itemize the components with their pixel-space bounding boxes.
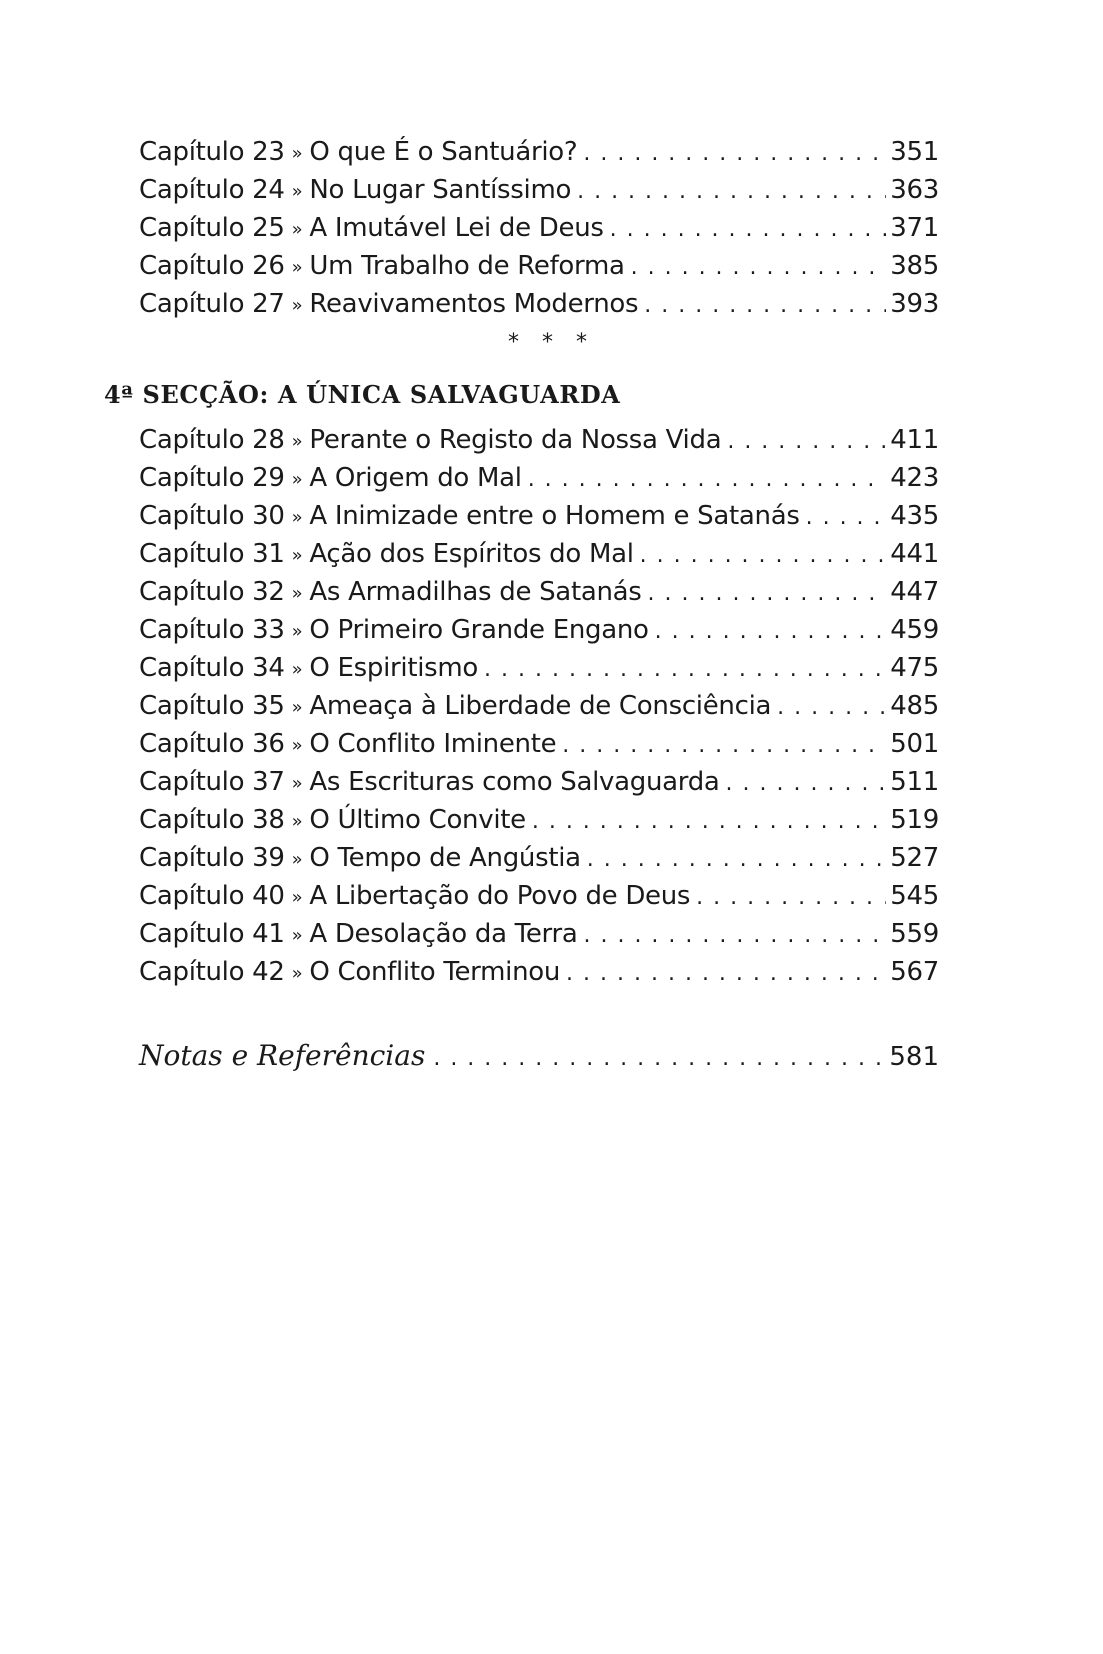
toc-entry — [139, 763, 939, 801]
page-number: 527 — [890, 843, 939, 873]
chapter-title: Um Trabalho de Reforma — [309, 251, 625, 281]
chapter-title: A Imutável Lei de Deus — [309, 213, 604, 243]
chapter-title: A Desolação da Terra — [309, 919, 578, 949]
toc-entry — [139, 801, 939, 839]
chapter-label: Capítulo 28 — [139, 425, 285, 455]
toc-entry — [139, 421, 939, 459]
chapter-separator: » — [291, 849, 303, 870]
chapter-title: Ação dos Espíritos do Mal — [309, 539, 634, 569]
section-divider: * * * — [508, 330, 595, 355]
chapter-label: Capítulo 36 — [139, 729, 285, 759]
dot-leader — [577, 173, 886, 211]
chapter-title: O Espiritismo — [309, 653, 479, 683]
toc-entry — [139, 209, 939, 247]
page-number: 435 — [890, 501, 939, 531]
toc-list-part2 — [139, 421, 939, 991]
toc-entry — [139, 953, 939, 991]
chapter-separator: » — [291, 295, 303, 316]
dot-leader — [583, 135, 886, 173]
chapter-title: A Inimizade entre o Homem e Satanás — [309, 501, 800, 531]
chapter-title: A Origem do Mal — [309, 463, 522, 493]
chapter-label: Capítulo 41 — [139, 919, 285, 949]
notes-title: Notas e Referências — [139, 1039, 426, 1072]
chapter-title: As Armadilhas de Satanás — [309, 577, 642, 607]
page-number: 351 — [890, 137, 939, 167]
chapter-separator: » — [291, 887, 303, 908]
dot-leader — [648, 575, 887, 613]
chapter-separator: » — [291, 963, 303, 984]
dot-leader — [587, 841, 886, 879]
page-number: 393 — [890, 289, 939, 319]
chapter-label: Capítulo 39 — [139, 843, 285, 873]
page-number: 567 — [890, 957, 939, 987]
chapter-label: Capítulo 42 — [139, 957, 285, 987]
dot-leader — [433, 1039, 885, 1079]
page-number: 545 — [890, 881, 939, 911]
toc-entry — [139, 247, 939, 285]
chapter-separator: » — [291, 811, 303, 832]
chapter-label: Capítulo 30 — [139, 501, 285, 531]
page-number: 371 — [890, 213, 939, 243]
chapter-separator: » — [291, 257, 303, 278]
toc-list-part1 — [139, 133, 939, 323]
chapter-title: As Escrituras como Salvaguarda — [309, 767, 720, 797]
dot-leader — [583, 917, 886, 955]
chapter-label: Capítulo 37 — [139, 767, 285, 797]
toc-entry — [139, 535, 939, 573]
toc-entry — [139, 725, 939, 763]
chapter-separator: » — [291, 507, 303, 528]
toc-entry — [139, 877, 939, 915]
chapter-title: A Libertação do Povo de Deus — [309, 881, 691, 911]
chapter-label: Capítulo 23 — [139, 137, 285, 167]
notes-entry — [139, 1036, 939, 1079]
chapter-title: O Último Convite — [309, 805, 526, 835]
chapter-label: Capítulo 24 — [139, 175, 285, 205]
chapter-separator: » — [291, 621, 303, 642]
chapter-label: Capítulo 35 — [139, 691, 285, 721]
chapter-title: Ameaça à Liberdade de Consciência — [309, 691, 772, 721]
dot-leader — [696, 879, 886, 917]
toc-entry — [139, 497, 939, 535]
dot-leader — [532, 803, 886, 841]
section-heading: 4ª SECÇÃO: A ÚNICA SALVAGUARDA — [104, 380, 621, 409]
chapter-label: Capítulo 34 — [139, 653, 285, 683]
toc-entry — [139, 171, 939, 209]
dot-leader — [610, 211, 887, 249]
page-number: 485 — [890, 691, 939, 721]
dot-leader — [777, 689, 886, 727]
chapter-separator: » — [291, 583, 303, 604]
chapter-label: Capítulo 27 — [139, 289, 285, 319]
chapter-title: O Primeiro Grande Engano — [309, 615, 649, 645]
chapter-separator: » — [291, 545, 303, 566]
page-number: 385 — [890, 251, 939, 281]
chapter-separator: » — [291, 773, 303, 794]
dot-leader — [644, 287, 886, 325]
chapter-separator: » — [291, 181, 303, 202]
chapter-separator: » — [291, 659, 303, 680]
page-number: 447 — [890, 577, 939, 607]
page-number: 519 — [890, 805, 939, 835]
dot-leader — [655, 613, 887, 651]
dot-leader — [562, 727, 886, 765]
toc-entry — [139, 573, 939, 611]
chapter-separator: » — [291, 925, 303, 946]
page-number: 559 — [890, 919, 939, 949]
chapter-label: Capítulo 38 — [139, 805, 285, 835]
dot-leader — [484, 651, 886, 689]
chapter-title: Reavivamentos Modernos — [309, 289, 639, 319]
chapter-label: Capítulo 31 — [139, 539, 285, 569]
dot-leader — [631, 249, 887, 287]
toc-entry — [139, 687, 939, 725]
page-number: 363 — [890, 175, 939, 205]
chapter-label: Capítulo 29 — [139, 463, 285, 493]
page-number: 411 — [890, 425, 939, 455]
toc-entry — [139, 611, 939, 649]
chapter-separator: » — [291, 219, 303, 240]
chapter-title: O Conflito Iminente — [309, 729, 557, 759]
chapter-label: Capítulo 33 — [139, 615, 285, 645]
chapter-separator: » — [291, 431, 303, 452]
dot-leader — [528, 461, 887, 499]
page-number: 441 — [890, 539, 939, 569]
chapter-separator: » — [291, 735, 303, 756]
chapter-separator: » — [291, 469, 303, 490]
chapter-title: No Lugar Santíssimo — [309, 175, 572, 205]
chapter-separator: » — [291, 143, 303, 164]
chapter-title: O Tempo de Angústia — [309, 843, 581, 873]
page-number: 475 — [890, 653, 939, 683]
chapter-label: Capítulo 26 — [139, 251, 285, 281]
chapter-title: O Conflito Terminou — [309, 957, 561, 987]
toc-entry — [139, 133, 939, 171]
chapter-title: O que É o Santuário? — [309, 137, 578, 167]
toc-entry — [139, 649, 939, 687]
dot-leader — [727, 423, 886, 461]
dot-leader — [566, 955, 886, 993]
chapter-label: Capítulo 40 — [139, 881, 285, 911]
page-number: 581 — [889, 1042, 939, 1072]
dot-leader — [806, 499, 887, 537]
toc-entry — [139, 839, 939, 877]
chapter-title: Perante o Registo da Nossa Vida — [309, 425, 722, 455]
toc-entry — [139, 915, 939, 953]
chapter-separator: » — [291, 697, 303, 718]
page-number: 423 — [890, 463, 939, 493]
page-number: 459 — [890, 615, 939, 645]
chapter-label: Capítulo 25 — [139, 213, 285, 243]
chapter-label: Capítulo 32 — [139, 577, 285, 607]
toc-entry — [139, 285, 939, 323]
dot-leader — [640, 537, 887, 575]
page-number: 511 — [890, 767, 939, 797]
dot-leader — [726, 765, 887, 803]
page-number: 501 — [890, 729, 939, 759]
toc-entry — [139, 459, 939, 497]
